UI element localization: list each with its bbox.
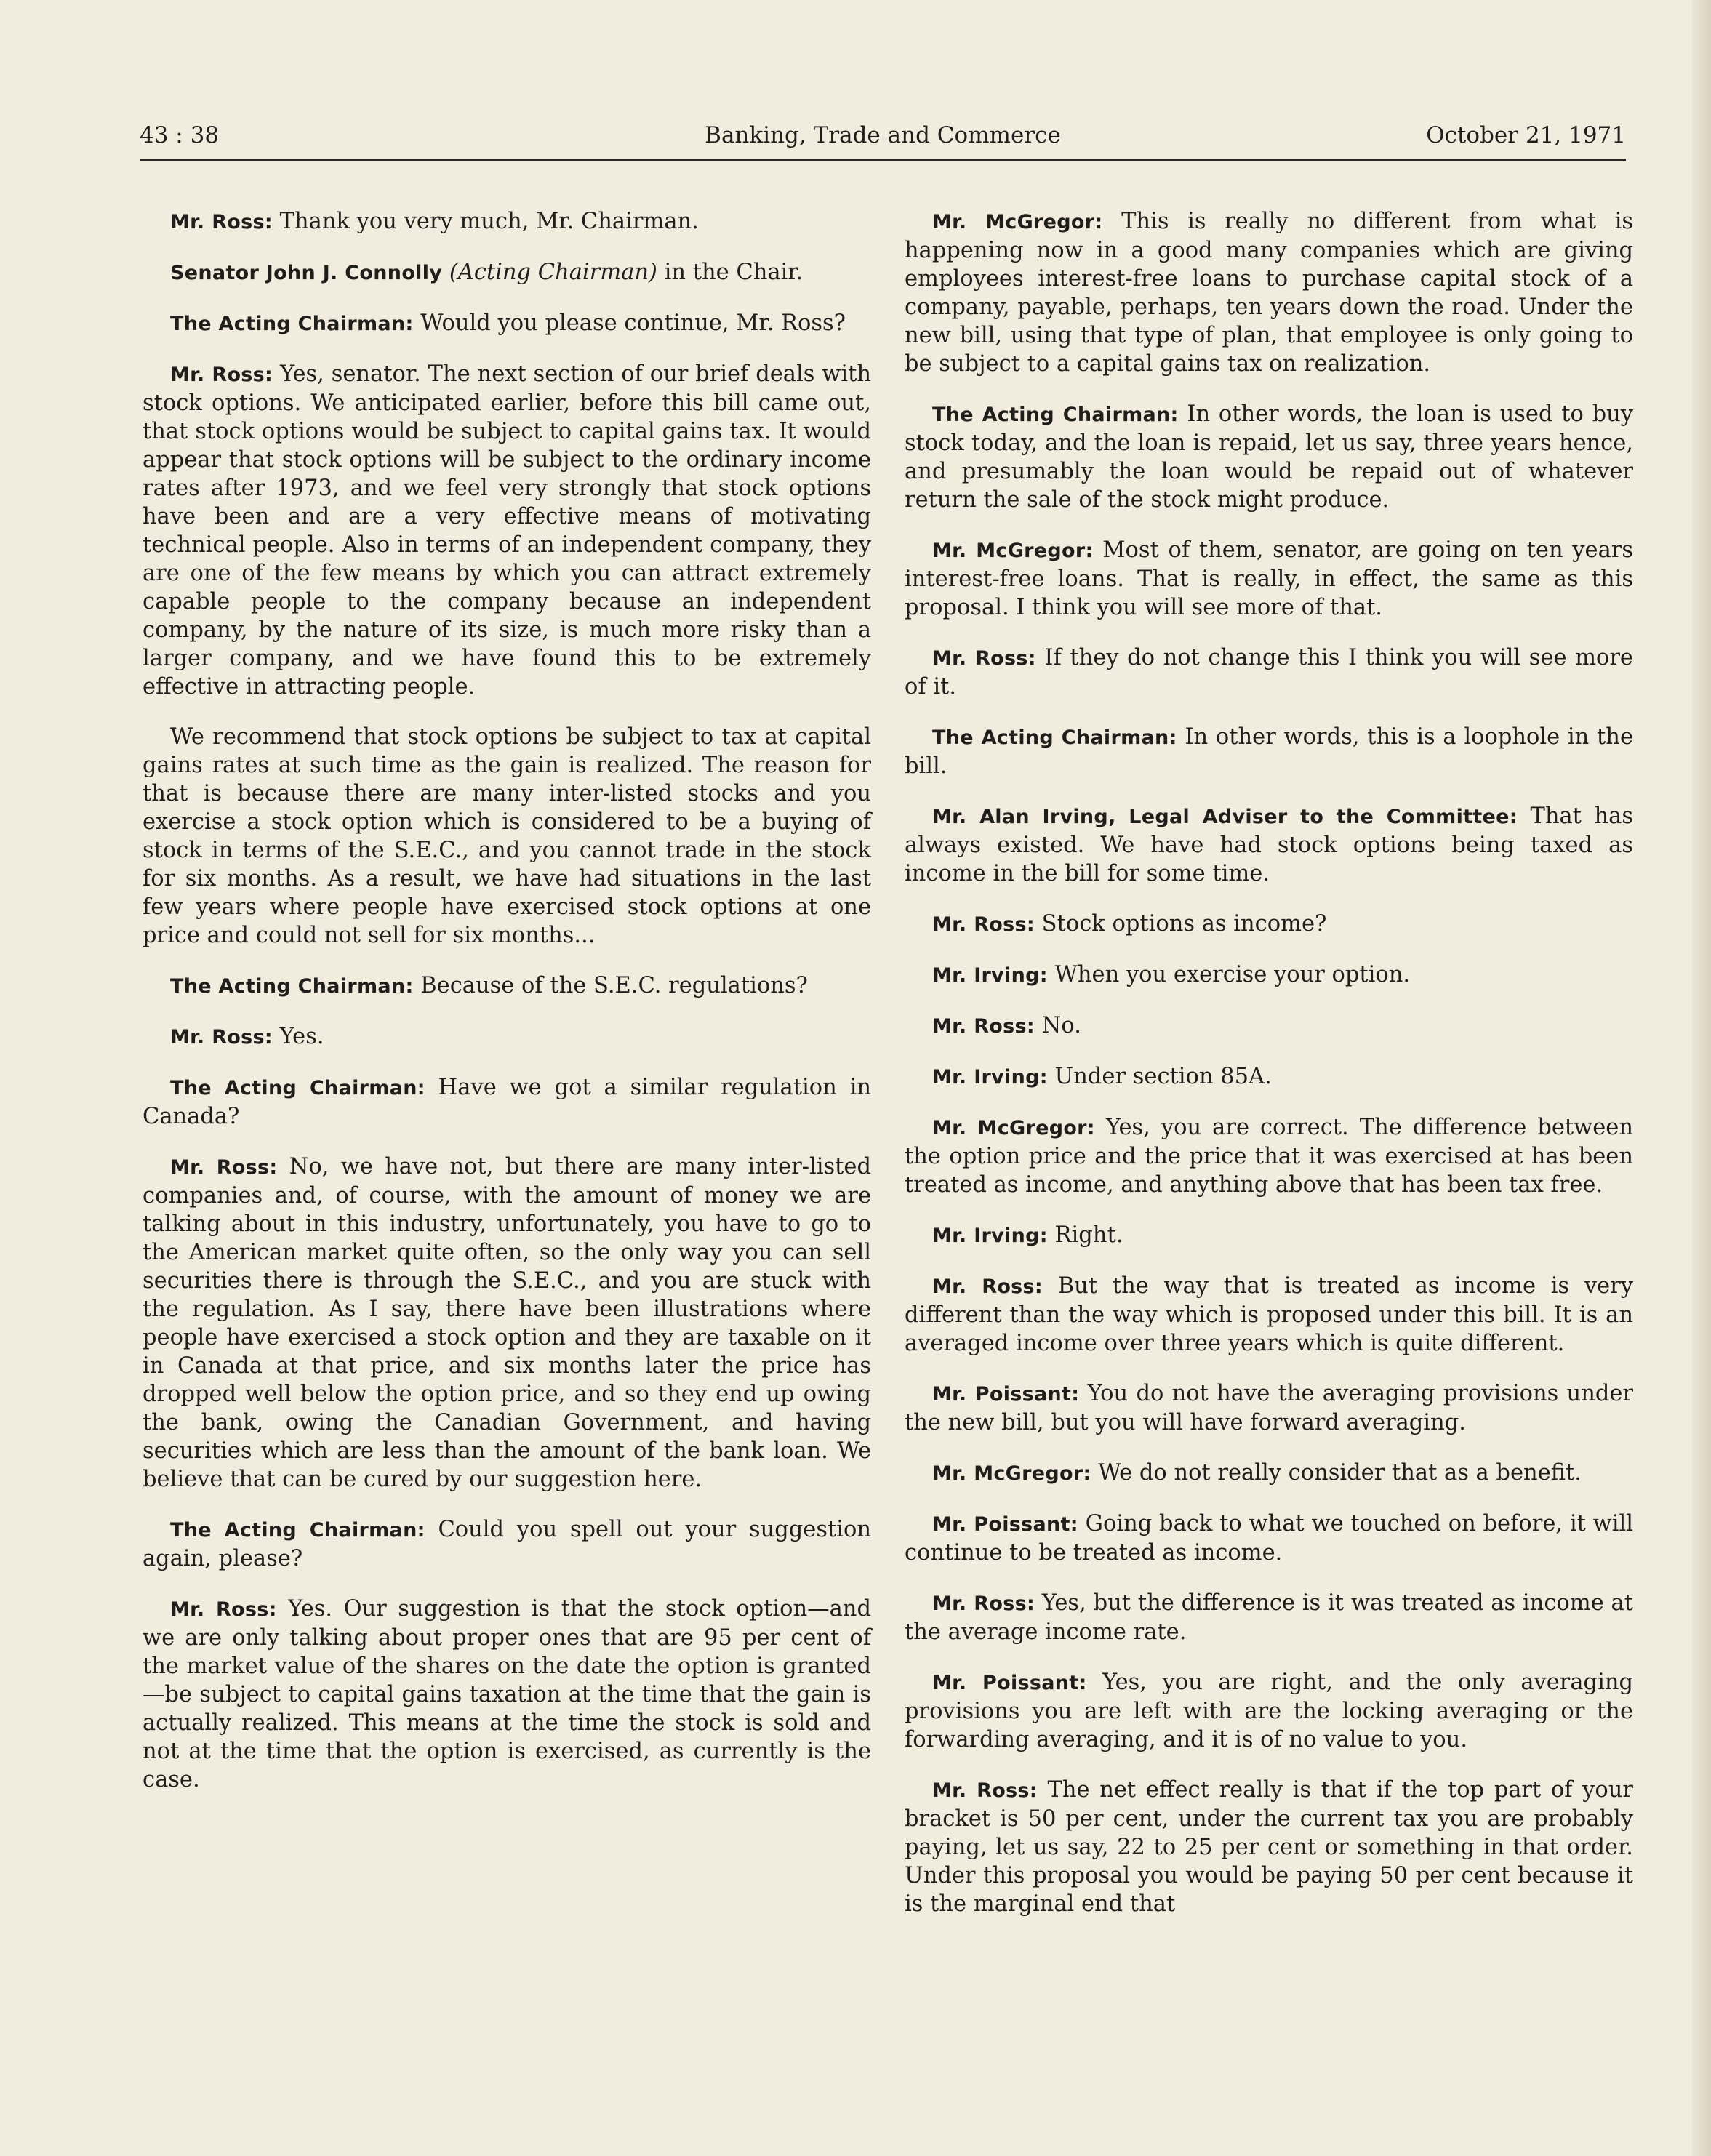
page-number: 43 : 38: [140, 122, 220, 148]
right-column: [905, 207, 1633, 1940]
transcript-paragraph: [905, 723, 1633, 780]
transcript-paragraph: [905, 1668, 1633, 1754]
speaker-name: Mr. Ross:: [170, 1598, 277, 1621]
speech-text: Have we got a similar regulation in Canada?: [143, 1075, 871, 1129]
speech-text: That has always existed. We have had stock options being taxed as income in the bill for some time.: [905, 804, 1633, 886]
transcript-paragraph: [143, 1022, 871, 1051]
speech-text: Stock options as income?: [1034, 911, 1327, 937]
speech-text: Yes.: [272, 1024, 324, 1049]
transcript-paragraph: [143, 360, 871, 701]
speaker-name: Mr. Poissant:: [932, 1672, 1087, 1694]
speech-text: No.: [1034, 1013, 1081, 1038]
speaker-name: The Acting Chairman:: [932, 404, 1179, 426]
transcript-paragraph: [905, 1062, 1633, 1091]
speaker-name: Mr. Ross:: [170, 1026, 273, 1049]
transcript-paragraph: [143, 1153, 871, 1494]
speaker-name: Mr. Poissant:: [932, 1383, 1080, 1406]
speech-text: Most of them, senator, are going on ten years interest-free loans. That is really, in effect, the same as this proposal. I think you will see more of that.: [905, 537, 1633, 620]
speaker-name: Mr. Poissant:: [932, 1513, 1078, 1536]
transcript-paragraph: [905, 644, 1633, 701]
transcript-paragraph: [143, 1595, 871, 1794]
speaker-name: Mr. Ross:: [932, 1779, 1038, 1802]
transcript-paragraph: [905, 1221, 1633, 1250]
transcript-paragraph: [905, 1011, 1633, 1041]
speaker-name: Mr. Ross:: [932, 1592, 1035, 1615]
left-column: [143, 207, 871, 1816]
speech-text: No, we have not, but there are many inter-listed companies and, of course, with the amount of money we are talking about in this industry, unfortunately, you have to go to the American market quite often, so the only way you can sell securities there is through the S.E.C., and you are stuck with the regulation. As I say, there have been illustrations where people have exercised a stock option and they are taxable on it in Canada at that price, and six months later the price has dropped well below the option price, and so they end up owing the bank, owing the Canadian Government, and having securities which are less than the amount of the bank loan. We believe that can be cured by our suggestion here.: [143, 1154, 871, 1492]
transcript-paragraph: [143, 258, 871, 287]
speech-text: In other words, the loan is used to buy stock today, and the loan is repaid, let us say, three years hence, and presumably the loan would be repaid out of whatever return the sale of the stock might produce.: [905, 401, 1633, 513]
speech-text: Yes, but the difference is it was treated as income at the average income rate.: [905, 1590, 1633, 1645]
transcript-paragraph: [143, 971, 871, 1001]
transcript-paragraph: [905, 1113, 1633, 1199]
speech-text: in the Chair.: [657, 260, 804, 285]
transcript-paragraph: [905, 1379, 1633, 1437]
speaker-name: Mr. Ross:: [932, 1275, 1043, 1298]
transcript-paragraph: [143, 1073, 871, 1131]
page-header: [140, 121, 1626, 153]
speech-text: Going back to what we touched on before, it will continue to be treated as income.: [905, 1511, 1633, 1566]
speaker-name: Mr. Irving:: [932, 964, 1048, 987]
speech-text: In other words, this is a loophole in the bill.: [905, 724, 1634, 779]
speaker-name: Mr. Alan Irving, Legal Adviser to the Committee:: [932, 806, 1518, 828]
speaker-name: Mr. Ross:: [932, 1015, 1035, 1038]
transcript-paragraph: [905, 1459, 1633, 1488]
speech-text: Yes, you are right, and the only averaging provisions you are left with are the locking averaging or the forwarding averaging, and it is of no value to you.: [905, 1670, 1633, 1752]
speaker-name: Mr. Ross:: [170, 211, 273, 233]
speaker-name: Mr. Ross:: [932, 913, 1035, 936]
chair-role: (Acting Chairman): [449, 260, 657, 285]
speech-text: This is really no different from what is happening now in a good many companies which are giving employees interest-free loans to purchase capital stock of a company, payable, perhaps, ten years down the road. Under the new bill, using that type of plan, that employee is only going to be subject to a capital gains tax on realization.: [905, 209, 1633, 377]
page-spine-shadow: [1692, 0, 1711, 2156]
transcript-paragraph: [905, 961, 1633, 990]
speech-text: Would you please continue, Mr. Ross?: [413, 310, 846, 336]
transcript-paragraph: [143, 207, 871, 236]
speaker-name: Mr. McGregor:: [932, 211, 1103, 233]
speaker-name: The Acting Chairman:: [170, 975, 414, 998]
speech-text: The net effect really is that if the top part of your bracket is 50 per cent, under the current tax you are probably paying, let us say, 22 to 25 per cent or something in that order. Under this proposal you would be paying 50 per cent because it is the marginal end that: [905, 1777, 1633, 1917]
transcript-paragraph: [905, 1510, 1633, 1567]
speaker-name: The Acting Chairman:: [170, 313, 414, 335]
speech-text: You do not have the averaging provisions under the new bill, but you will have forward averaging.: [905, 1381, 1633, 1435]
speech-text: But the way that is treated as income is very different than the way which is proposed under this bill. It is an averaged income over three years which is quite different.: [905, 1273, 1633, 1356]
speech-text: Thank you very much, Mr. Chairman.: [272, 209, 699, 234]
transcript-paragraph: [905, 400, 1633, 514]
transcript-paragraph: [905, 207, 1633, 378]
transcript-paragraph: [143, 309, 871, 338]
speech-text: When you exercise your option.: [1047, 962, 1411, 987]
speaker-name: Mr. Ross:: [170, 1156, 278, 1179]
speech-text: Under section 85A.: [1047, 1064, 1272, 1089]
speaker-name: Mr. Irving:: [932, 1225, 1048, 1247]
running-title: Banking, Trade and Commerce: [705, 122, 1061, 148]
transcript-paragraph: [905, 1776, 1633, 1918]
speaker-name: The Acting Chairman:: [170, 1519, 425, 1542]
header-date: October 21, 1971: [1426, 122, 1626, 148]
speaker-name: Senator John J. Connolly: [170, 262, 443, 284]
speaker-name: Mr. McGregor:: [932, 1117, 1095, 1139]
speaker-name: Mr. McGregor:: [932, 540, 1094, 562]
speech-text: Could you spell out your suggestion again, please?: [143, 1517, 872, 1571]
speech-text: We do not really consider that as a benefit.: [1091, 1460, 1582, 1486]
speech-text: Because of the S.E.C. regulations?: [413, 973, 808, 998]
speech-text: Yes, you are correct. The difference between the option price and the price that it was exercised at has been treated as income, and anything above that has been tax free.: [905, 1115, 1633, 1198]
speaker-name: Mr. Irving:: [932, 1066, 1048, 1089]
speech-text: Right.: [1047, 1222, 1123, 1248]
speech-text: Yes, senator. The next section of our brief deals with stock options. We anticipated earlier, before this bill came out, that stock options would be subject to capital gains tax. It would appear that stock options will be subject to the ordinary income rates after 1973, and we feel very strongly that stock options have been and are a very effective means of motivating technical people. Also in terms of an independent company, they are one of the few means by which you can attract extremely capable people to the company because an independent company, by the nature of its size, is much more risky than a larger company, and we have found this to be extremely effective in attracting people.: [143, 361, 871, 700]
speaker-name: The Acting Chairman:: [932, 726, 1177, 749]
speaker-name: The Acting Chairman:: [170, 1077, 425, 1099]
transcript-paragraph: [905, 536, 1633, 622]
speech-text: If they do not change this I think you will see more of it.: [905, 645, 1633, 700]
speech-text: We recommend that stock options be subject to tax at capital gains rates at such time as the gain is realized. The reason for that is because there are many inter-listed stocks and you exercise a stock option which is considered to be a buying of stock in terms of the S.E.C., and you cannot trade in the stock for six months. As a result, we have had situations in the last few years where people have exercised stock options at one price and could not sell for six months...: [143, 724, 871, 948]
speaker-name: Mr. Ross:: [170, 364, 273, 386]
transcript-paragraph: [905, 1589, 1633, 1646]
transcript-paragraph: [905, 1272, 1633, 1358]
transcript-paragraph: [905, 910, 1633, 939]
transcript-paragraph: [143, 1515, 871, 1573]
speech-text: Yes. Our suggestion is that the stock option—and we are only talking about proper ones that are 95 per cent of the market value of the shares on the date the option is granted—be subject to capital gains taxation at the time that the gain is actually realized. This means at the time the stock is sold and not at the time that the option is exercised, as currently is the case.: [143, 1596, 871, 1792]
header-rule: [140, 159, 1626, 161]
speaker-name: Mr. McGregor:: [932, 1462, 1091, 1485]
transcript-paragraph: [143, 723, 871, 950]
transcript-paragraph: [905, 802, 1633, 888]
speaker-name: Mr. Ross:: [932, 647, 1036, 670]
